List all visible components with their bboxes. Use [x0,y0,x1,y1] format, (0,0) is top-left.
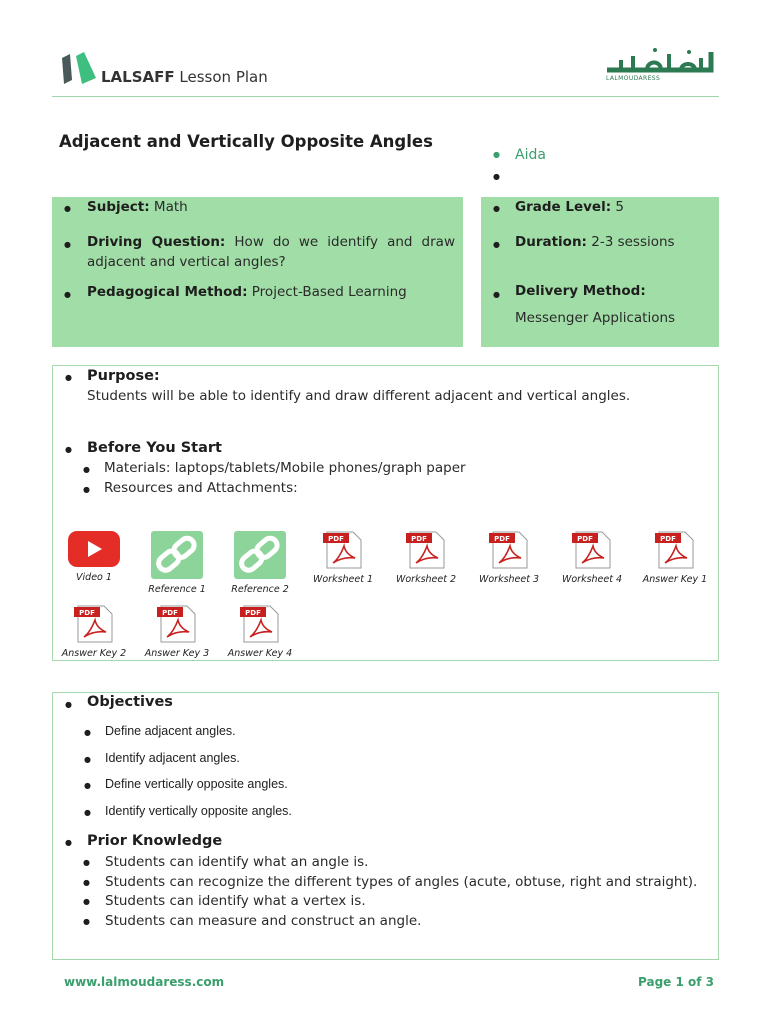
objective-item: Identify adjacent angles. [105,751,240,765]
bullet-icon: ● [65,445,72,454]
bullet-icon: ● [493,290,500,299]
resource-label: Worksheet 3 [478,574,540,585]
resource-label: Answer Key 1 [642,574,708,585]
driving-question-label: Driving Question: [87,234,226,250]
lalsaff-logo-icon [60,52,98,86]
objective-item: Define vertically opposite angles. [105,777,288,791]
bullet-icon: ● [65,373,72,382]
pdf-icon [321,530,365,570]
svg-text:PDF: PDF [162,609,178,617]
resource-answer-key[interactable] [54,604,134,659]
svg-text:PDF: PDF [79,609,95,617]
svg-text:PDF: PDF [577,535,593,543]
bullet-icon: ● [83,465,90,474]
resources-text: Resources and Attachments: [104,480,298,496]
pdf-icon [404,530,448,570]
resource-label: Answer Key 2 [61,648,127,659]
resource-label: Worksheet 1 [312,574,374,585]
bullet-icon: ● [64,204,71,213]
pdf-icon [487,530,531,570]
youtube-icon [66,530,122,568]
subject-field [87,197,455,217]
resource-label: Reference 1 [148,584,206,595]
resource-worksheet[interactable] [469,530,549,585]
delivery-method-label: Delivery Method: [515,283,646,299]
bullet-icon: ● [493,204,500,213]
resource-worksheet[interactable] [386,530,466,585]
pdf-icon [570,530,614,570]
objective-item: Identify vertically opposite angles. [105,804,292,818]
delivery-method-value: Messenger Applications [515,310,676,326]
pedagogical-method-field [87,282,455,302]
resource-label: Worksheet 4 [561,574,623,585]
brand-title [101,68,268,86]
svg-text:PDF: PDF [411,535,427,543]
pedagogical-method-label: Pedagogical Method: [87,284,248,300]
bullet-icon: ● [84,781,91,790]
bullet-icon: ● [64,290,71,299]
teacher-list [493,146,713,190]
resource-label: Answer Key 4 [227,648,293,659]
before-start-heading: Before You Start [87,440,222,456]
prior-knowledge-item: Students can identify what an angle is. [105,854,369,870]
resource-answer-key[interactable] [635,530,715,585]
duration-label: Duration: [515,234,587,250]
footer-website-link[interactable]: www.lalmoudaress.com [64,975,225,989]
purpose-text: Students will be able to identify and draw different adjacent and vertical angles. [87,388,631,404]
lesson-meta-panel [481,197,719,347]
svg-text:PDF: PDF [245,609,261,617]
pdf-icon [155,604,199,644]
svg-text:PDF: PDF [328,535,344,543]
resource-worksheet[interactable] [303,530,383,585]
link-icon [150,530,204,580]
bullet-icon: ● [64,240,71,249]
svg-text:PDF: PDF [494,535,510,543]
subject-value: Math [149,199,188,215]
objectives-section [52,692,719,960]
bullet-icon: ● [84,755,91,764]
prior-knowledge-item: Students can measure and construct an angle. [105,913,422,929]
pedagogical-method-value: Project-Based Learning [247,284,407,300]
lesson-title: Adjacent and Vertically Opposite Angles [59,132,433,151]
bullet-icon: ● [493,240,500,249]
subject-label: Subject: [87,199,150,215]
bullet-icon: ● [83,897,90,906]
lesson-info-panel [52,197,463,347]
teacher-name: ● Aida [493,146,713,168]
resource-label: Answer Key 3 [144,648,210,659]
partner-subtitle: LALMOUDARESS [606,75,661,82]
bullet-icon: ● [83,485,90,494]
prior-knowledge-item: Students can recognize the different types of angles (acute, obtuse, right and straight). [105,874,698,890]
svg-text:PDF: PDF [660,535,676,543]
pdf-icon [238,604,282,644]
resource-label: Video 1 [76,572,112,583]
resource-answer-key[interactable] [137,604,217,659]
brand-title-rest: Lesson Plan [174,68,268,86]
bullet-icon: ● [83,917,90,926]
resource-label: Reference 2 [231,584,289,595]
resource-answer-key[interactable] [220,604,300,659]
header-divider [52,96,719,97]
page-number: Page 1 of 3 [638,975,714,989]
resource-reference[interactable] [137,530,217,595]
bullet-icon: ● [84,808,91,817]
resource-video[interactable] [54,530,134,583]
duration-value: 2-3 sessions [586,234,675,250]
resource-reference[interactable] [220,530,300,595]
pdf-icon [72,604,116,644]
grade-level-value: 5 [611,199,624,215]
duration-field [515,232,715,252]
teacher-name [493,168,713,190]
grade-level-field [515,197,715,217]
footer-divider [52,959,719,960]
bullet-icon: ● [65,700,72,709]
bullet-icon: ● [65,838,72,847]
objective-item: Define adjacent angles. [105,724,236,738]
resource-label: Worksheet 2 [395,574,457,585]
bullet-icon: ● [84,728,91,737]
purpose-section [52,365,719,661]
prior-knowledge-heading: Prior Knowledge [87,833,223,849]
driving-question-field [87,232,455,272]
delivery-method-field [515,278,717,332]
objectives-heading: Objectives [87,694,173,710]
materials-text: Materials: laptops/tablets/Mobile phones/graph paper [104,460,466,476]
prior-knowledge-item: Students can identify what a vertex is. [105,893,366,909]
bullet-icon: ● [83,878,90,887]
purpose-heading: Purpose: [87,368,160,384]
driving-question-value: How do we identify and draw adjacent and vertical angles? [87,234,455,270]
pdf-icon [653,530,697,570]
resource-worksheet[interactable] [552,530,632,585]
grade-level-label: Grade Level: [515,199,612,215]
brand-title-bold: LALSAFF [101,68,175,86]
bullet-icon: ● [83,858,90,867]
link-icon [233,530,287,580]
